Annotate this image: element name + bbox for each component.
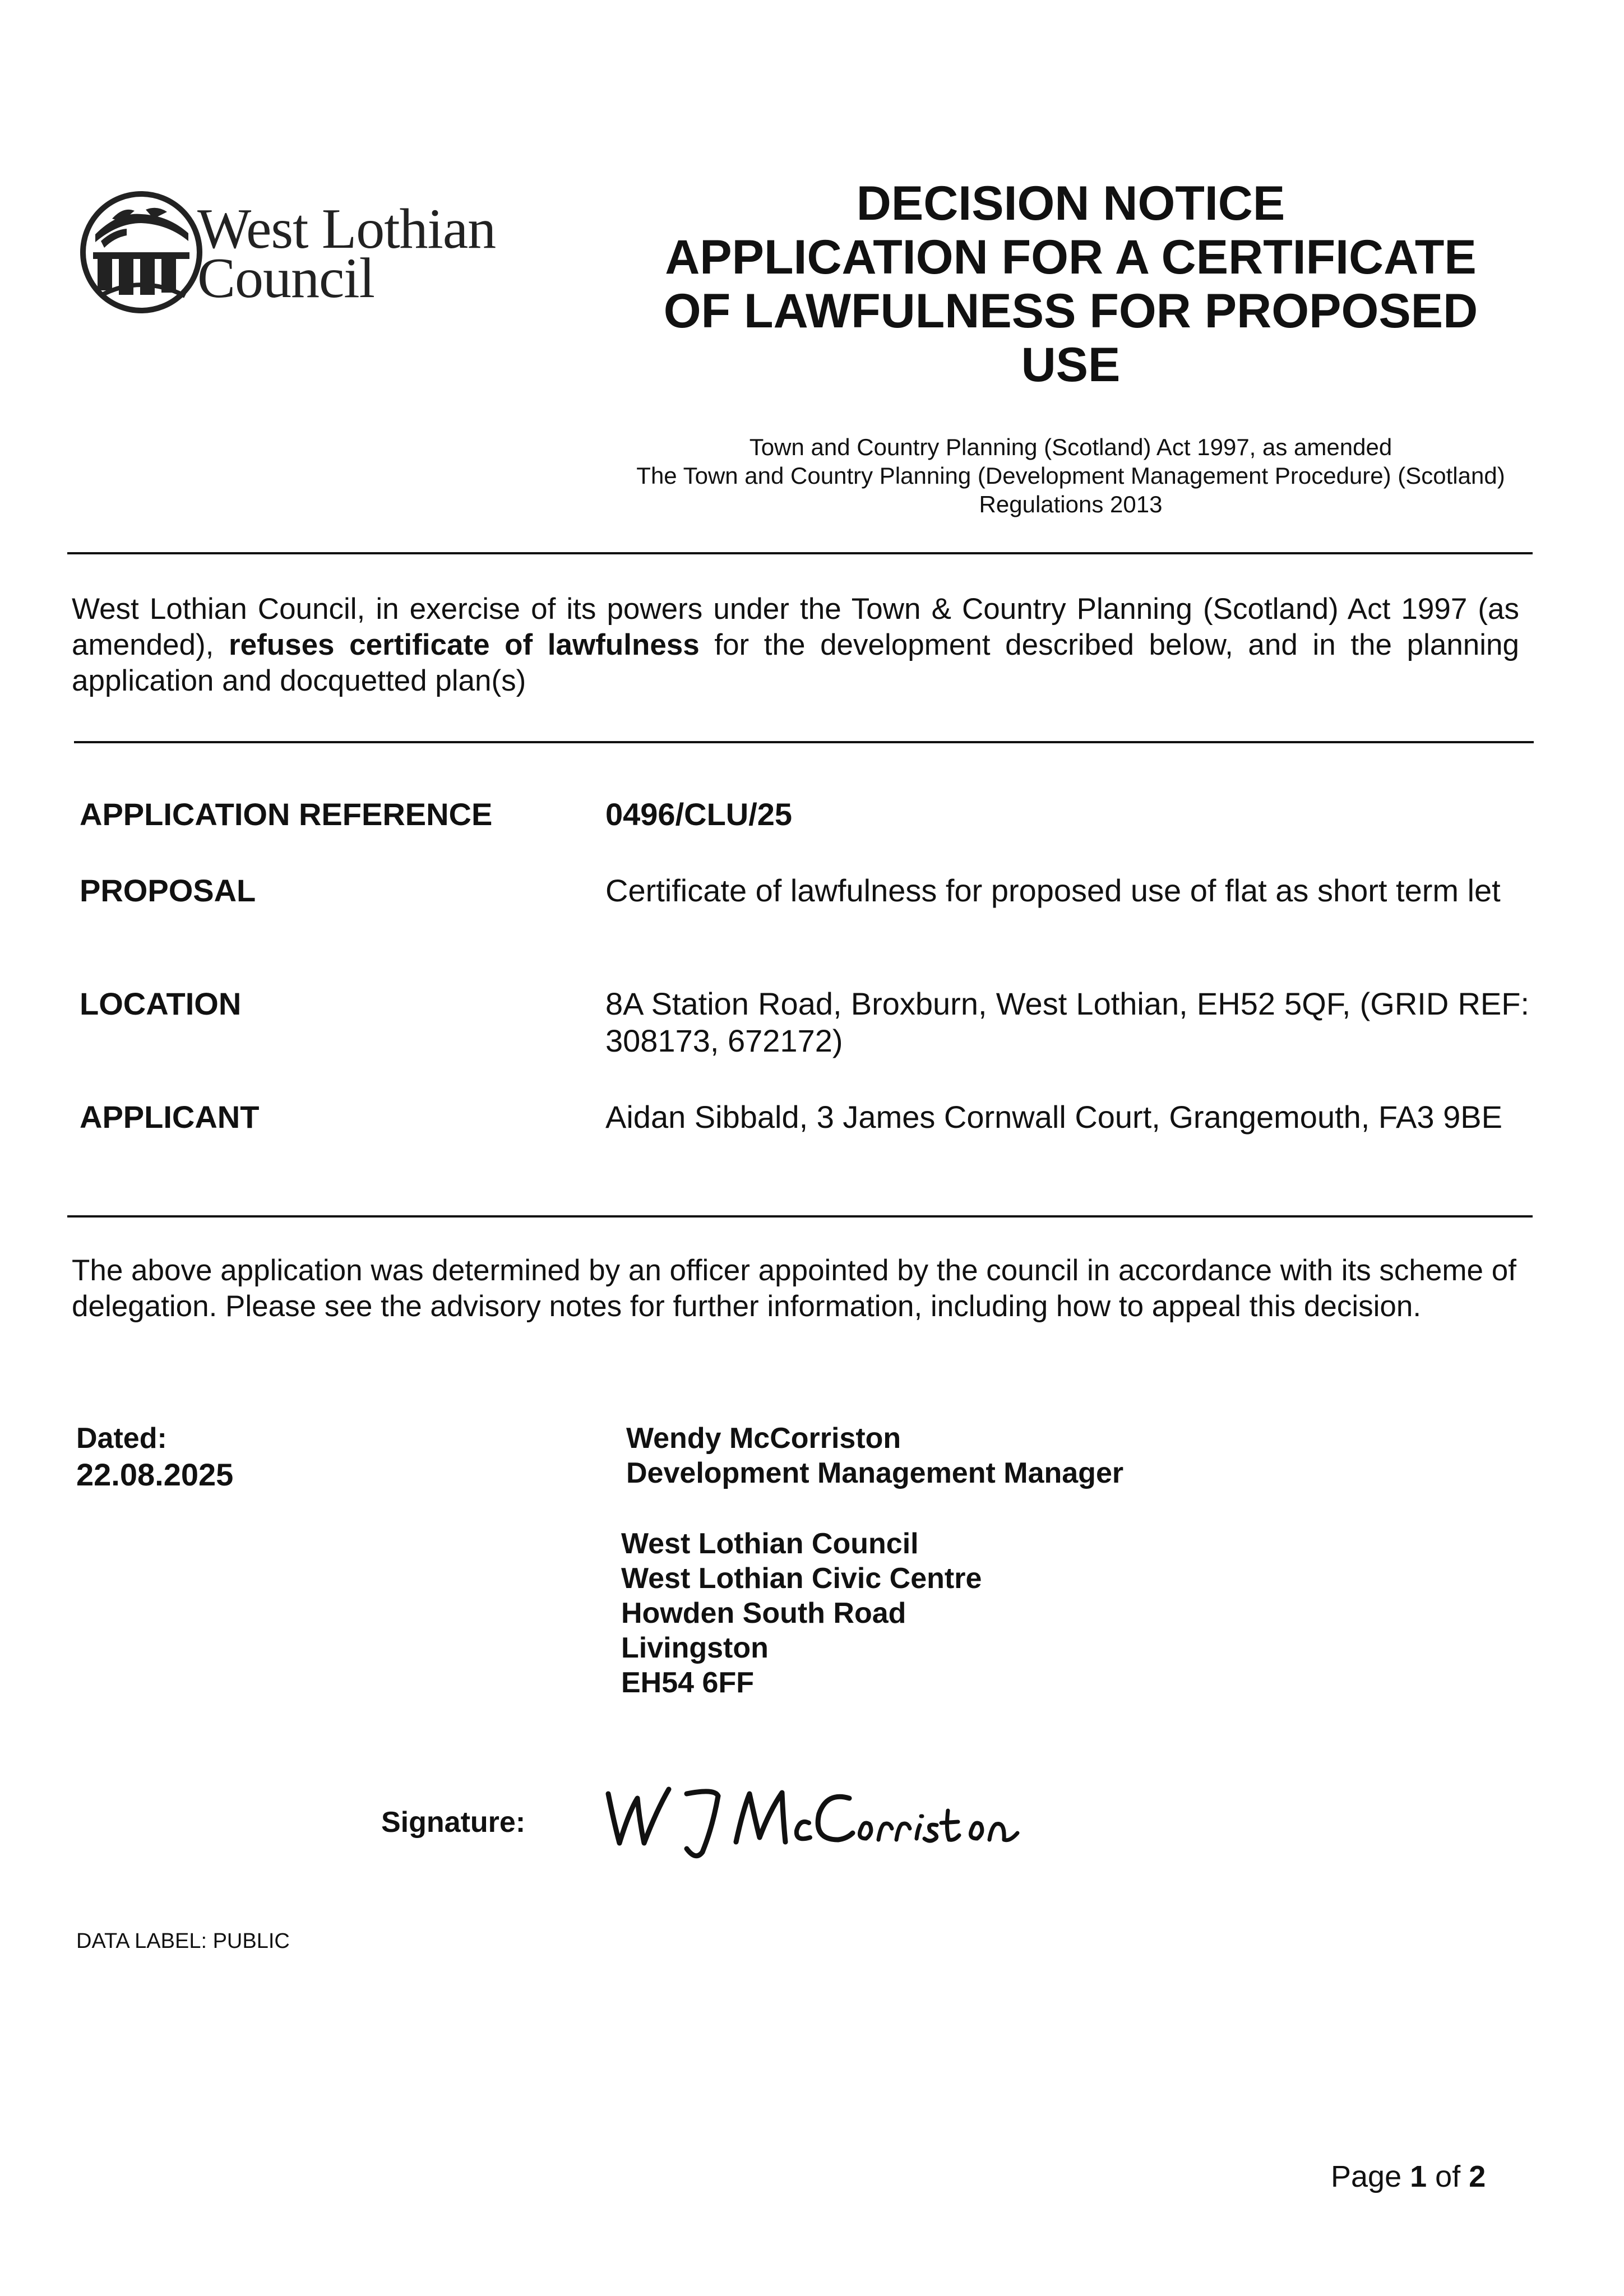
address-line: EH54 6FF — [621, 1667, 754, 1699]
title-line: DECISION NOTICE — [856, 177, 1285, 230]
applicant-value: Aidan Sibbald, 3 James Cornwall Court, Grangemouth, FA3 9BE — [605, 1099, 1502, 1135]
divider — [67, 1215, 1533, 1218]
page-prefix: Page — [1331, 2160, 1410, 2193]
current-page: 1 — [1410, 2160, 1427, 2193]
legislation-references — [589, 433, 1553, 519]
total-pages: 2 — [1469, 2160, 1486, 2193]
delegation-note: The above application was determined by an officer appointed by the council in accordance with its scheme of delegation. Please see the advisory notes for further information, including how to appeal this decision. — [72, 1254, 1516, 1323]
address-line: Livingston — [621, 1632, 769, 1664]
act-line: The Town and Country Planning (Development Management Procedure) (Scotland) — [636, 462, 1505, 489]
address-line: West Lothian Civic Centre — [621, 1562, 982, 1595]
decision-statement-text: for the development described below, and in the planning application and docquetted plan(s) — [72, 628, 1519, 697]
officer-name: Wendy McCorriston — [626, 1422, 901, 1455]
council-logo — [78, 189, 527, 316]
applicant-label: APPLICANT — [80, 1099, 260, 1135]
officer-role: Development Management Manager — [626, 1457, 1124, 1489]
title-line: APPLICATION FOR A CERTIFICATE — [665, 230, 1477, 284]
decision-outcome: refuses certificate of lawfulness — [228, 628, 700, 661]
act-line: Town and Country Planning (Scotland) Act 1997, as amended — [749, 434, 1392, 460]
title-line: USE — [1021, 338, 1121, 392]
council-address — [621, 1526, 982, 1700]
decision-statement-text: West Lothian Council, in exercise of its powers under the Town & Country Planning (Scotland) Act 1997 (as amended), — [72, 592, 1519, 661]
address-line: West Lothian Council — [621, 1527, 919, 1560]
proposal-value: Certificate of lawfulness for proposed use of flat as short term let — [605, 873, 1501, 908]
logo-text-line1: West Lothian — [197, 197, 496, 261]
location-label: LOCATION — [80, 986, 242, 1021]
page-number — [1331, 2159, 1486, 2194]
title-line: OF LAWFULNESS FOR PROPOSED — [663, 284, 1478, 338]
application-reference-value: 0496/CLU/25 — [605, 797, 793, 832]
logo-text-line2: Council — [197, 247, 374, 310]
document-title — [589, 177, 1553, 392]
data-classification-label: DATA LABEL: PUBLIC — [76, 1929, 290, 1953]
address-line: Howden South Road — [621, 1597, 906, 1630]
council-crest-icon — [78, 189, 213, 316]
divider — [74, 741, 1534, 743]
decision-statement — [72, 591, 1519, 699]
page-middle: of — [1427, 2160, 1469, 2193]
handwritten-signature — [603, 1777, 1029, 1861]
officer-block — [626, 1421, 1123, 1490]
signature-label: Signature: — [381, 1806, 526, 1839]
act-line: Regulations 2013 — [979, 491, 1163, 517]
location-value: 8A Station Road, Broxburn, West Lothian, EH52 5QF, (GRID REF: 308173, 672172) — [605, 986, 1529, 1058]
dated-label: Dated: — [76, 1422, 167, 1455]
dated-value: 22.08.2025 — [76, 1457, 234, 1492]
application-reference-label: APPLICATION REFERENCE — [80, 797, 493, 832]
proposal-label: PROPOSAL — [80, 873, 256, 908]
divider — [67, 552, 1533, 554]
